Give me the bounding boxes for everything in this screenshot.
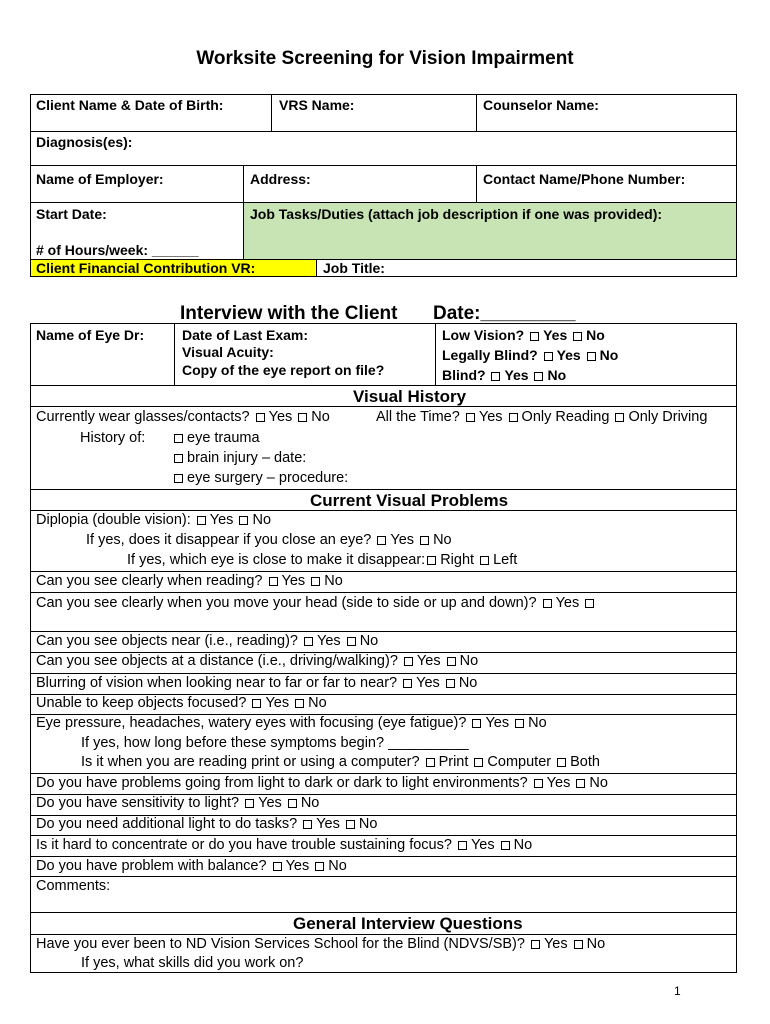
checkbox[interactable]: [298, 413, 307, 422]
checkbox[interactable]: [534, 372, 543, 381]
reading-question: Can you see clearly when reading? Yes No: [36, 573, 343, 589]
checkbox[interactable]: [585, 599, 594, 608]
checkbox[interactable]: [576, 779, 585, 788]
checkbox[interactable]: [273, 862, 282, 871]
history-of-label: History of:: [80, 430, 146, 446]
ndvs-question: Have you ever been to ND Vision Services School for the Blind (NDVS/SB)? Yes No: [36, 936, 606, 952]
contact-field[interactable]: Contact Name/Phone Number:: [483, 171, 686, 187]
diagnoses-field[interactable]: Diagnosis(es):: [36, 134, 133, 150]
checkbox[interactable]: [174, 454, 183, 463]
low-vision-question: Low Vision? Yes No: [442, 327, 605, 343]
eye-dr-field[interactable]: Name of Eye Dr:: [36, 327, 145, 343]
diplopia-question: Diplopia (double vision): Yes No: [36, 512, 272, 528]
checkbox[interactable]: [239, 516, 248, 525]
glasses-question: Currently wear glasses/contacts? Yes No: [36, 409, 330, 425]
employer-field[interactable]: Name of Employer:: [36, 171, 164, 187]
checkbox[interactable]: [474, 758, 483, 767]
checkbox[interactable]: [458, 841, 467, 850]
checkbox[interactable]: [573, 332, 582, 341]
checkbox[interactable]: [420, 536, 429, 545]
checkbox[interactable]: [403, 679, 412, 688]
close-eye-question: If yes, does it disappear if you close an eye? Yes No: [86, 532, 452, 548]
concentrate-question: Is it hard to concentrate or do you have trouble sustaining focus? Yes No: [36, 837, 533, 853]
checkbox[interactable]: [269, 577, 278, 586]
checkbox[interactable]: [346, 820, 355, 829]
checkbox[interactable]: [245, 799, 254, 808]
checkbox[interactable]: [472, 719, 481, 728]
checkbox[interactable]: [530, 332, 539, 341]
light-dark-question: Do you have problems going from light to dark or dark to light environments? Yes No: [36, 775, 608, 791]
copy-report-field[interactable]: Copy of the eye report on file?: [182, 362, 385, 378]
interview-date[interactable]: Date:_________: [433, 303, 576, 324]
general-questions-heading: General Interview Questions: [293, 914, 523, 933]
checkbox[interactable]: [377, 536, 386, 545]
skills-question: If yes, what skills did you work on?: [81, 955, 304, 971]
counselor-name-field[interactable]: Counselor Name:: [483, 97, 599, 113]
additional-light-question: Do you need additional light to do tasks? Yes No: [36, 816, 378, 832]
how-long-question[interactable]: If yes, how long before these symptoms begin? __________: [81, 735, 469, 751]
checkbox[interactable]: [466, 413, 475, 422]
hours-week-field[interactable]: # of Hours/week: ______: [36, 242, 199, 258]
checkbox[interactable]: [252, 699, 261, 708]
checkbox[interactable]: [426, 758, 435, 767]
blind-question: Blind? Yes No: [442, 367, 567, 383]
checkbox[interactable]: [303, 820, 312, 829]
brain-injury-option: brain injury – date:: [172, 450, 306, 466]
checkbox[interactable]: [574, 940, 583, 949]
checkbox[interactable]: [315, 862, 324, 871]
focus-question: Unable to keep objects focused? Yes No: [36, 695, 327, 711]
checkbox[interactable]: [304, 637, 313, 646]
visual-history-heading: Visual History: [353, 387, 467, 406]
checkbox[interactable]: [587, 352, 596, 361]
eye-pressure-question: Eye pressure, headaches, watery eyes with focusing (eye fatigue)? Yes No: [36, 715, 547, 731]
job-title-field[interactable]: Job Title:: [323, 260, 385, 276]
checkbox[interactable]: [501, 841, 510, 850]
checkbox[interactable]: [480, 556, 489, 565]
job-tasks-field[interactable]: Job Tasks/Duties (attach job description if one was provided):: [250, 206, 663, 222]
checkbox[interactable]: [427, 556, 436, 565]
blurring-question: Blurring of vision when looking near to far or far to near? Yes No: [36, 675, 478, 691]
checkbox[interactable]: [534, 779, 543, 788]
page-number: 1: [674, 984, 681, 998]
start-date-field[interactable]: Start Date:: [36, 206, 107, 222]
checkbox[interactable]: [615, 413, 624, 422]
page-title: Worksite Screening for Vision Impairment: [196, 48, 574, 69]
checkbox[interactable]: [347, 637, 356, 646]
legally-blind-question: Legally Blind? Yes No: [442, 347, 619, 363]
checkbox[interactable]: [544, 352, 553, 361]
checkbox[interactable]: [197, 516, 206, 525]
light-sensitivity-question: Do you have sensitivity to light? Yes No: [36, 795, 320, 811]
checkbox[interactable]: [509, 413, 518, 422]
comments-field[interactable]: Comments:: [36, 878, 111, 894]
near-objects-question: Can you see objects near (i.e., reading)? Yes No: [36, 633, 379, 649]
head-movement-question: Can you see clearly when you move your head (side to side or up and down)? Yes: [36, 595, 598, 611]
eye-surgery-option: eye surgery – procedure:: [172, 470, 348, 486]
vrs-name-field[interactable]: VRS Name:: [279, 97, 355, 113]
checkbox[interactable]: [295, 699, 304, 708]
checkbox[interactable]: [447, 657, 456, 666]
visual-acuity-field[interactable]: Visual Acuity:: [182, 344, 274, 360]
last-exam-field[interactable]: Date of Last Exam:: [182, 327, 309, 343]
all-time-question: All the Time? Yes Only Reading Only Driving: [376, 409, 708, 425]
checkbox[interactable]: [256, 413, 265, 422]
checkbox[interactable]: [557, 758, 566, 767]
checkbox[interactable]: [543, 599, 552, 608]
which-eye-question: If yes, which eye is close to make it disappear: Right Left: [127, 552, 518, 568]
checkbox[interactable]: [515, 719, 524, 728]
checkbox[interactable]: [311, 577, 320, 586]
checkbox[interactable]: [174, 434, 183, 443]
print-computer-question: Is it when you are reading print or using a computer? Print Computer Both: [81, 754, 600, 770]
checkbox[interactable]: [491, 372, 500, 381]
balance-question: Do you have problem with balance? Yes No: [36, 858, 347, 874]
eye-trauma-option: eye trauma: [172, 430, 260, 446]
checkbox[interactable]: [531, 940, 540, 949]
financial-contribution-field[interactable]: Client Financial Contribution VR:: [36, 260, 256, 276]
address-field[interactable]: Address:: [250, 171, 311, 187]
checkbox[interactable]: [174, 474, 183, 483]
checkbox[interactable]: [404, 657, 413, 666]
interview-heading: Interview with the Client: [180, 303, 398, 324]
current-problems-heading: Current Visual Problems: [310, 491, 509, 510]
checkbox[interactable]: [288, 799, 297, 808]
client-name-dob-field[interactable]: Client Name & Date of Birth:: [36, 97, 224, 113]
distance-objects-question: Can you see objects at a distance (i.e., driving/walking)? Yes No: [36, 653, 479, 669]
checkbox[interactable]: [446, 679, 455, 688]
